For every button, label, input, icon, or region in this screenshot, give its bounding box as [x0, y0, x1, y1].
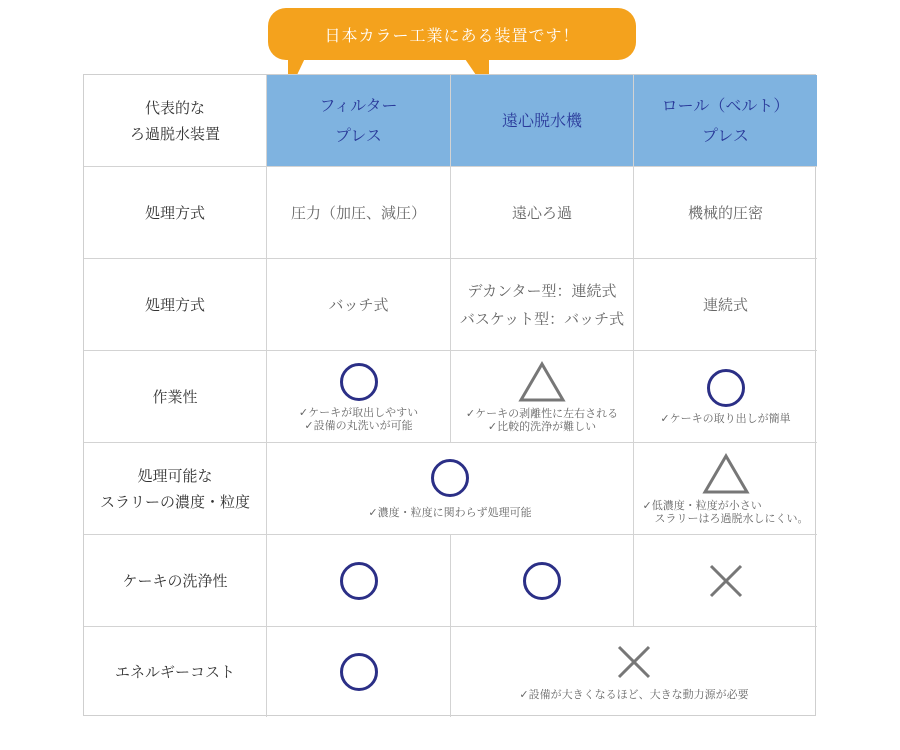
header-centrifuge [451, 75, 634, 167]
workability-col1 [267, 351, 451, 443]
workability-col2-note-1: ✓ケーキの剥離性に左右される [465, 406, 619, 420]
row-slurry-label-line1: 処理可能な [137, 466, 213, 485]
slurry-col3-note-1: ✓低濃度・粒度が小さい [642, 498, 762, 512]
mode-col2 [451, 259, 634, 351]
workability-col3-note: ✓ケーキの取り出しが簡単 [660, 412, 791, 425]
washing-col3 [634, 535, 817, 627]
method-col2 [451, 167, 634, 259]
comparison-table [83, 74, 816, 716]
triangle-icon [702, 453, 750, 495]
workability-col2 [451, 351, 634, 443]
mode-col1-text: バッチ式 [328, 295, 389, 314]
callout-text: 日本カラー工業にある装置です！ [324, 25, 580, 45]
header-label-line2: ろ過脱水装置 [129, 124, 220, 143]
slurry-col12-note: ✓濃度・粒度に関わらず処理可能 [368, 506, 532, 519]
header-label-line1: 代表的な [144, 98, 205, 117]
header-col1-line2: プレス [335, 125, 382, 145]
row-method-label: 処理方式 [144, 203, 205, 222]
slurry-col3-note-2: スラリーはろ過脱水しにくい。 [654, 511, 809, 525]
method-col2-text: 遠心ろ過 [511, 203, 572, 222]
cross-icon [616, 644, 652, 680]
mode-col1 [267, 259, 451, 351]
row-workability-label: 作業性 [152, 387, 198, 406]
cross-icon [708, 563, 744, 599]
header-col3-line2: プレス [702, 125, 749, 145]
row-label-slurry [84, 443, 267, 535]
mode-col2-line2: バスケット型：バッチ式 [459, 309, 625, 328]
header-label-cell [84, 75, 267, 167]
slurry-col12 [267, 443, 634, 535]
cost-col1 [267, 627, 451, 717]
cost-col23 [451, 627, 817, 717]
circle-icon [706, 368, 746, 408]
header-roll-press [634, 75, 817, 167]
washing-col2 [451, 535, 634, 627]
cost-col23-note: ✓設備が大きくなるほど、大きな動力源が必要 [519, 687, 749, 701]
circle-icon [430, 458, 470, 498]
circle-icon [339, 362, 379, 402]
row-cost-label: エネルギーコスト [114, 663, 235, 681]
circle-icon [522, 561, 562, 601]
mode-col3-text: 連続式 [702, 295, 748, 314]
header-filter-press [267, 75, 451, 167]
callout-bubble [268, 8, 636, 60]
row-mode-label: 処理方式 [144, 295, 205, 314]
washing-col1 [267, 535, 451, 627]
row-label-method [84, 167, 267, 259]
workability-col1-note-1: ✓ケーキが取出しやすい [298, 405, 419, 419]
mode-col3 [634, 259, 817, 351]
header-col1-line1: フィルター [319, 95, 398, 115]
header-col2: 遠心脱水機 [501, 110, 582, 130]
mode-col2-line1: デカンター型：連続式 [467, 281, 617, 300]
method-col1-text: 圧力（加圧、減圧） [290, 203, 426, 222]
workability-col2-note-2: ✓比較的洗浄が難しい [487, 419, 597, 433]
circle-icon [339, 652, 379, 692]
row-label-washing [84, 535, 267, 627]
header-col3-line1: ロール（ベルト） [661, 95, 790, 115]
row-label-mode [84, 259, 267, 351]
row-label-workability [84, 351, 267, 443]
row-washing-label: ケーキの洗浄性 [122, 571, 228, 590]
workability-col1-note-2: ✓設備の丸洗いが可能 [304, 418, 413, 432]
row-label-cost [84, 627, 267, 717]
triangle-icon [518, 361, 566, 403]
row-slurry-label-line2: スラリーの濃度・粒度 [99, 492, 250, 511]
slurry-col3 [634, 443, 817, 535]
circle-icon [339, 561, 379, 601]
method-col3 [634, 167, 817, 259]
method-col1 [267, 167, 451, 259]
method-col3-text: 機械的圧密 [687, 203, 763, 222]
workability-col3 [634, 351, 817, 443]
